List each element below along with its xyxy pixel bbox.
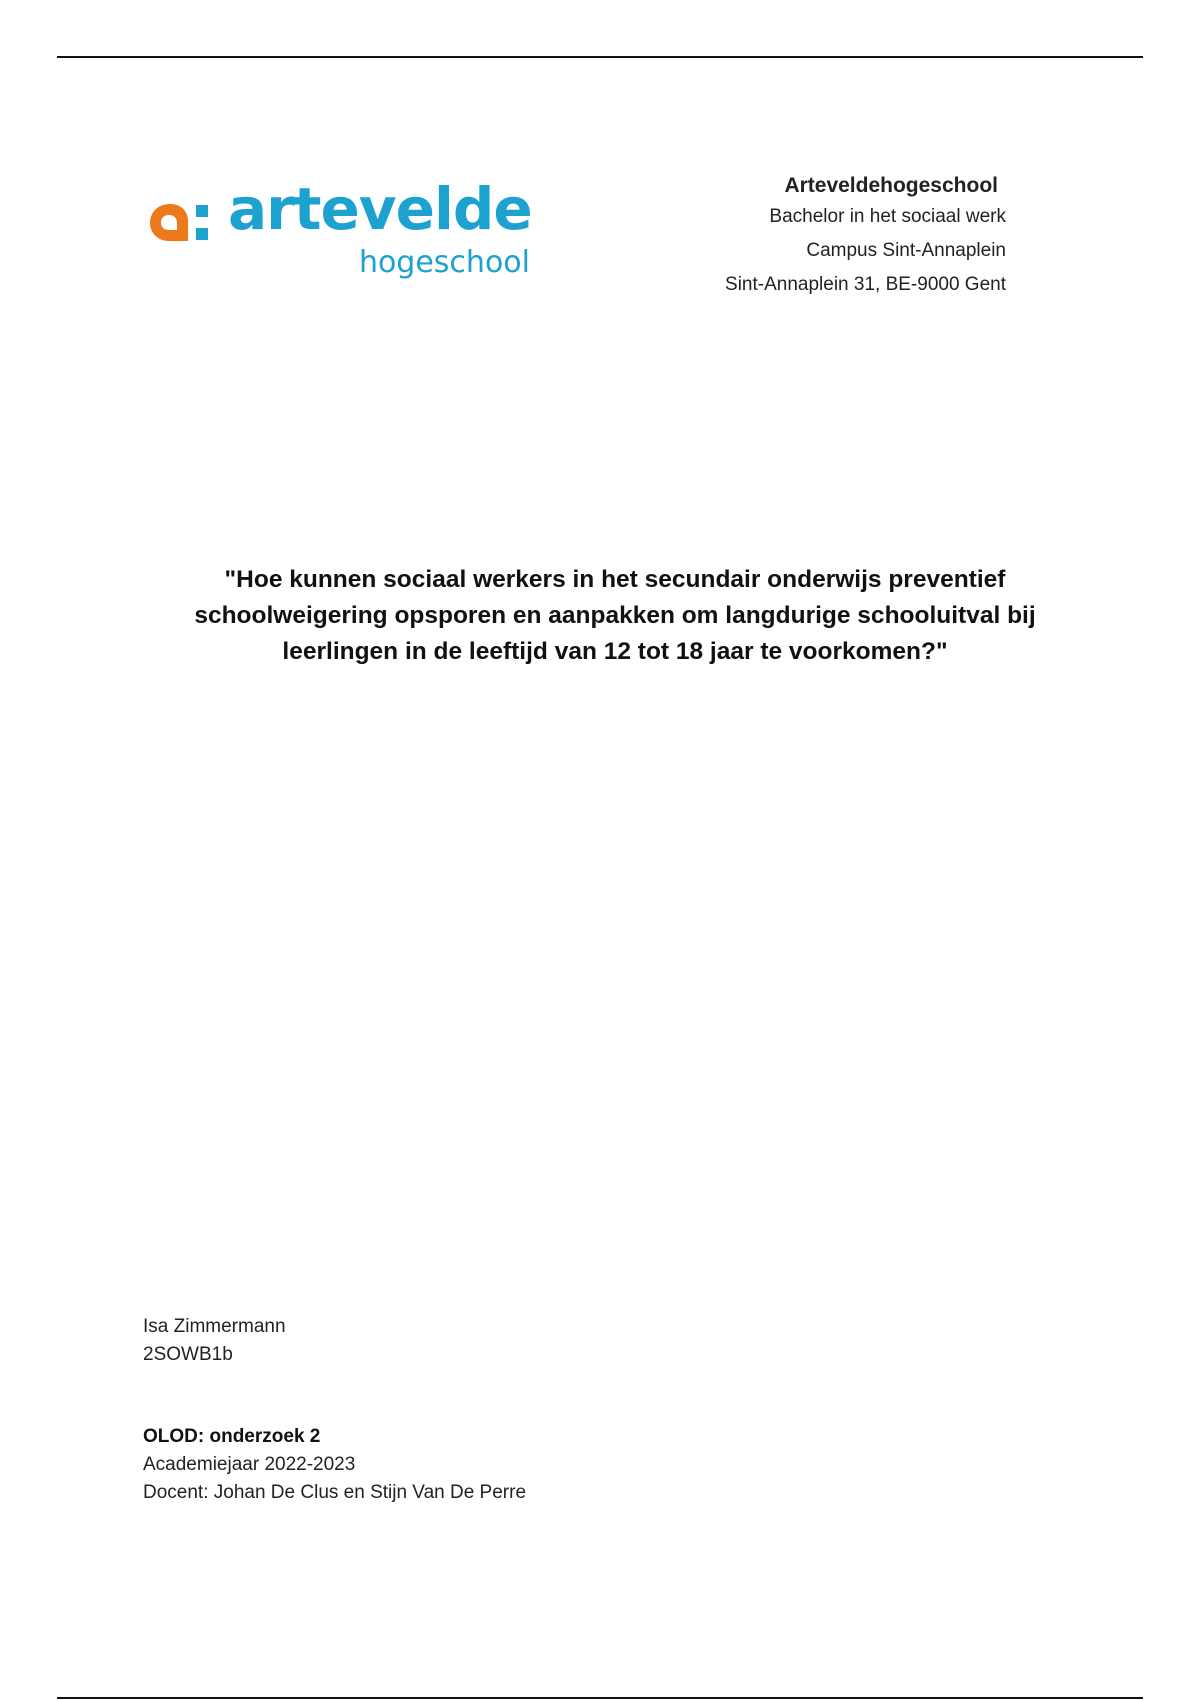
program-name: Bachelor in het sociaal werk — [769, 206, 1006, 227]
course-olod: OLOD: onderzoek 2 — [143, 1426, 321, 1447]
course-teachers: Docent: Johan De Clus en Stijn Van De Perre — [143, 1482, 527, 1503]
campus-name: Campus Sint-Annaplein — [806, 240, 1006, 261]
logo-wordmark: artevelde — [228, 175, 532, 243]
course-block — [143, 1423, 526, 1507]
street-address: Sint-Annaplein 31, BE-9000 Gent — [725, 274, 1006, 295]
academic-year: Academiejaar 2022-2023 — [143, 1454, 356, 1475]
author-name: Isa Zimmermann — [143, 1316, 286, 1337]
institution-name: Arteveldehogeschool — [784, 174, 998, 197]
artevelde-logo — [148, 175, 533, 295]
title-line-2: schoolweigering opsporen en aanpakken om langdurige schooluitval bij — [194, 602, 1036, 629]
title-line-1: "Hoe kunnen sociaal werkers in het secundair onderwijs preventief — [224, 566, 1006, 593]
author-class: 2SOWB1b — [143, 1344, 233, 1365]
document-title — [170, 562, 1060, 670]
bottom-rule — [57, 1697, 1143, 1699]
logo-subtitle: hogeschool — [358, 245, 530, 280]
top-rule — [57, 56, 1143, 58]
title-line-3: leerlingen in de leeftijd van 12 tot 18 jaar te voorkomen?" — [282, 638, 948, 665]
logo-mark-icon — [148, 196, 228, 256]
institution-address — [725, 172, 1006, 302]
author-block — [143, 1313, 286, 1369]
